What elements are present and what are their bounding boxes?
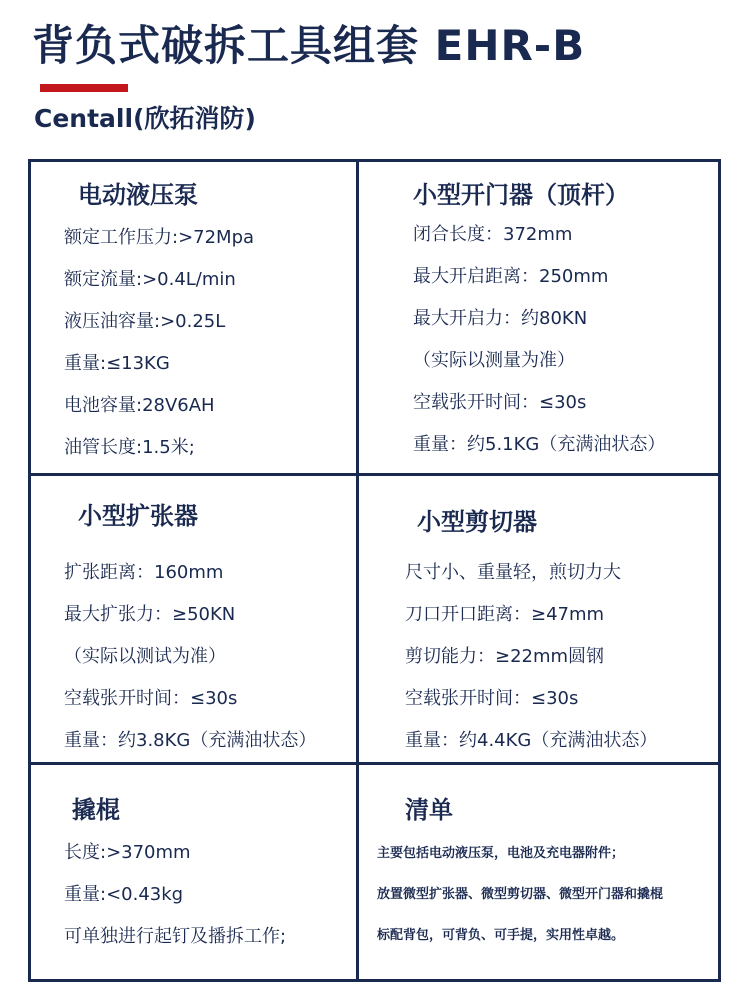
spec-line: （实际以测量为准） bbox=[413, 350, 575, 371]
cell-title: 电动液压泵 bbox=[78, 181, 198, 209]
spec-line: 重量:<0.43kg bbox=[64, 884, 184, 905]
spec-line: 主要包括电动液压泵，电池及充电器附件； bbox=[377, 846, 625, 861]
spec-list bbox=[405, 552, 718, 762]
cell-door-opener bbox=[413, 178, 718, 466]
cell-spreader bbox=[64, 499, 354, 762]
spec-list bbox=[413, 214, 718, 466]
spec-line: 重量：约3.8KG（充满油状态） bbox=[64, 730, 317, 751]
brand-subtitle: Centall(欣拓消防) bbox=[34, 104, 256, 133]
spec-list bbox=[64, 217, 354, 469]
spec-list bbox=[64, 552, 354, 762]
cell-title: 撬棍 bbox=[72, 796, 120, 824]
spec-line: 标配背包，可背负、可手提，实用性卓越。 bbox=[377, 928, 625, 943]
cell-title: 小型开门器（顶杆） bbox=[413, 181, 629, 209]
spec-line: 可单独进行起钉及播拆工作; bbox=[64, 926, 287, 947]
spec-line: 油管长度:1.5米; bbox=[64, 437, 195, 458]
spec-list bbox=[377, 833, 719, 956]
spec-line: 长度:>370mm bbox=[64, 842, 191, 863]
spec-line: 电池容量:28V6AH bbox=[64, 395, 215, 416]
spec-line: 液压油容量:>0.25L bbox=[64, 311, 226, 332]
spec-line: 额定工作压力:>72Mpa bbox=[64, 227, 255, 248]
grid-divider-vertical bbox=[356, 159, 359, 982]
cell-title: 清单 bbox=[405, 796, 453, 824]
spec-line: 重量:≤13KG bbox=[64, 353, 170, 374]
grid-divider-row-2 bbox=[28, 762, 721, 765]
spec-line: 最大开启距离：250mm bbox=[413, 266, 609, 287]
spec-line: 空载张开时间：≤30s bbox=[405, 688, 579, 709]
spec-line: 额定流量:>0.4L/min bbox=[64, 269, 236, 290]
cell-crowbar bbox=[64, 793, 354, 958]
spec-line: 空载张开时间：≤30s bbox=[64, 688, 238, 709]
spec-line: 剪切能力：≥22mm圆钢 bbox=[405, 646, 605, 667]
spec-line: 闭合长度：372mm bbox=[413, 224, 573, 245]
page-title: 背负式破拆工具组套 EHR-B bbox=[32, 21, 586, 70]
grid-divider-row-1 bbox=[28, 473, 721, 476]
spec-line: 刀口开口距离：≥47mm bbox=[405, 604, 605, 625]
spec-line: （实际以测试为准） bbox=[64, 646, 226, 667]
spec-line: 重量：约4.4KG（充满油状态） bbox=[405, 730, 658, 751]
spec-line: 重量：约5.1KG（充满油状态） bbox=[413, 434, 666, 455]
spec-list bbox=[64, 832, 354, 958]
cell-package-list bbox=[377, 793, 719, 956]
cell-title: 小型扩张器 bbox=[78, 502, 198, 530]
cell-title: 小型剪切器 bbox=[417, 508, 537, 536]
cell-cutter bbox=[405, 505, 718, 762]
cell-hydraulic-pump bbox=[64, 178, 354, 469]
spec-line: 尺寸小、重量轻，煎切力大 bbox=[405, 562, 621, 583]
spec-line: 扩张距离：160mm bbox=[64, 562, 224, 583]
title-accent-bar bbox=[40, 84, 128, 92]
spec-line: 最大开启力：约80KN bbox=[413, 308, 588, 329]
spec-line: 放置微型扩张器、微型剪切器、微型开门器和撬棍 bbox=[377, 887, 664, 902]
spec-line: 空载张开时间：≤30s bbox=[413, 392, 587, 413]
spec-line: 最大扩张力：≥50KN bbox=[64, 604, 236, 625]
